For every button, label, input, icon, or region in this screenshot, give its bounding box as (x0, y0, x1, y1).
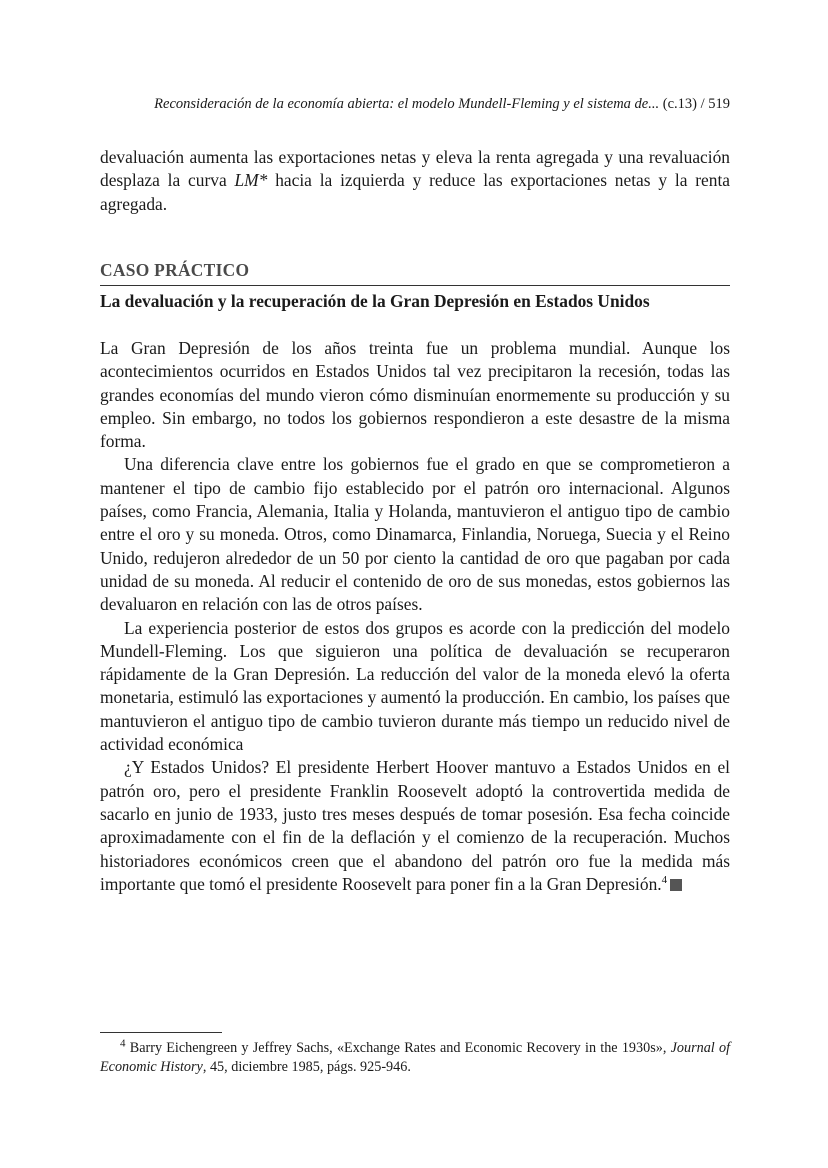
lm-curve-label: LM* (234, 170, 268, 191)
intro-text-end: hacia la izquierda y reduce las exportaciones netas y la renta agregada. (100, 170, 730, 214)
header-separator: / (700, 96, 705, 112)
intro-text-start: devaluación aumenta las exportaciones netas y eleva la renta agregada y una revaluación desplaza la curva (100, 147, 730, 191)
chapter-number: (c.13) (662, 96, 697, 112)
end-of-case-icon (670, 879, 682, 891)
footnote-number: 4 (120, 1037, 126, 1050)
body-paragraph-last (100, 756, 730, 896)
footnote (100, 1039, 730, 1077)
case-study-title: La devaluación y la recuperación de la Gran Depresión en Estados Unidos (100, 291, 650, 311)
page-number: 519 (708, 96, 730, 112)
footnote-reference: 4 (661, 874, 668, 887)
body-paragraph: La Gran Depresión de los años treinta fue un problema mundial. Aunque los acontecimientos ocurridos en Estados Unidos tal vez precipitaron la recesión, todas las grandes economías del mundo vieron cómo disminuían enormemente su producción y su empleo. Sin embargo, no todos los gobiernos respondieron a este desastre de la misma forma. (100, 338, 730, 452)
case-study-label: CASO PRÁCTICO (100, 258, 730, 286)
intro-paragraph (100, 146, 730, 216)
case-study-body (100, 337, 730, 896)
running-title: Reconsideración de la economía abierta: el modelo Mundell-Fleming y el sistema de... (154, 96, 660, 112)
footnote-journal: Journal of Economic History (100, 1040, 731, 1075)
body-paragraph: Una diferencia clave entre los gobiernos fue el grado en que se comprometieron a mantener el tipo de cambio fijo establecido por el patrón oro internacional. Algunos países, como Francia, Alemania, Italia y Holanda, mantuvieron el antiguo tipo de cambio entre el oro y su moneda. Otros, como Dinamarca, Finlandia, Noruega, Suecia y el Reino Unido, redujeron alrededor de un 50 por ciento la cantidad de oro que pagaban por cada unidad de su moneda. Al reducir el contenido de oro de sus monedas, estos gobiernos las devaluaron en relación con las de otros países. (100, 454, 730, 615)
body-paragraph: La experiencia posterior de estos dos grupos es acorde con la predicción del modelo Mundell-Fleming. Los que siguieron una política de devaluación se recuperaron rápidamente de la Gran Depresión. La reducción del valor de la moneda elevó la oferta monetaria, estimuló las exportaciones y aumentó la producción. En cambio, los países que mantuvieron el antiguo tipo de cambio tuvieron durante más tiempo un reducido nivel de actividad económica (100, 617, 730, 755)
footnote-details: , 45, diciembre 1985, págs. 925-946. (202, 1059, 411, 1075)
footnote-divider (100, 1032, 222, 1033)
footnote-text (100, 1039, 730, 1077)
intro-paragraph-block (100, 146, 730, 216)
running-header (100, 94, 730, 114)
last-paragraph-text: ¿Y Estados Unidos? El presidente Herbert Hoover mantuvo a Estados Unidos en el patrón oro, pero el presidente Franklin Roosevelt adoptó la controvertida medida de sacarlo en junio de 1933, justo tres meses después de tomar posesión. Esa fecha coincide aproximadamente con el fin de la deflación y el comienzo de la recuperación. Muchos historiadores económicos creen que el abandono del patrón oro fue la medida más importante que tomó el presidente Roosevelt para poner fin a la Gran Depresión. (100, 757, 730, 894)
footnote-authors: Barry Eichengreen y Jeffrey Sachs, «Exchange Rates and Economic Recovery in the 1930s», (129, 1040, 667, 1056)
